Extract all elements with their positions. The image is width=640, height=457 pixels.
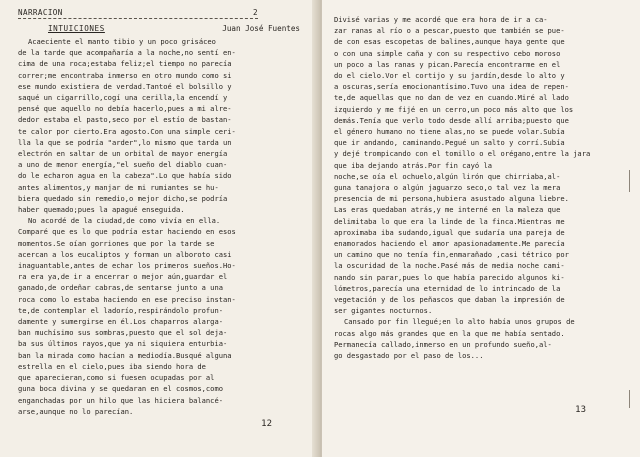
text-line: haber quemado;pues la apagué enseguida. — [18, 205, 185, 215]
text-line: enganchadas por un hilo que las hiciera balancé- — [18, 395, 223, 405]
text-line: Acaeciente el manto tibio y un poco grisáceo — [28, 37, 216, 46]
text-line: noche,se oía el ochuelo,algún lirón que chirriaba,al- — [334, 171, 561, 181]
text-line: saqué un cigarrillo,cogí una cerilla,la encendí y — [18, 93, 228, 103]
text-line: que aparecieran,como si fuesen ocupadas por al — [18, 373, 215, 383]
text-line: antes alimentos,y manjar de mi rumiantes se hu- — [18, 182, 219, 192]
text-line: te calor por cierto.Era agosto.Con una simple ceri- — [18, 126, 236, 136]
text-line: ganado,de ordeñar cabras,de sentarse junto a una — [18, 283, 223, 293]
story-title: INTUICIONES — [48, 24, 105, 33]
text-line: que ir andando, caminando.Pegué un salto y corrí.Subía — [334, 138, 565, 148]
text-line: roca como lo estaba haciendo en ese preciso instan- — [18, 294, 236, 304]
text-line: o con una simple caña y con su respectivo cebo moroso — [334, 48, 561, 58]
text-line: guna boca divina y se quedaran en el cosmos,como — [18, 384, 223, 394]
text-line: do le echaron agua en la cabeza".Lo que había sido — [18, 171, 232, 181]
text-line: ban muchísimo sus sombras,puesto que el sol deja- — [18, 328, 228, 338]
text-line: No acordé de la ciudad,de como vivía en ella. — [28, 216, 221, 226]
text-line: momentos.Se oían gorriones que por la tarde se — [18, 238, 215, 248]
text-line: a uno de menor energía,"el sueño del diablo cuan- — [18, 160, 228, 170]
text-line: y dejé trompicando con el tomillo o el orégano,entre la jara — [334, 149, 591, 159]
text-line: pensé que aquello no debía hacerlo,pues a mi alre- — [18, 104, 232, 114]
text-line: de con esas escopetas de balines,aunque haya gente que — [334, 37, 565, 47]
text-line: arse,aunque no lo parecían. — [18, 406, 134, 416]
text-line: rocas algo más grandes que en la que me había sentado. — [334, 328, 565, 338]
page-header — [18, 8, 258, 19]
text-line: Divisé varias y me acordé que era hora de ir a ca- — [334, 15, 548, 24]
section-label: NARRACION — [18, 8, 63, 17]
text-line: biera quedado sin remedio,o mejor dicho,se podría — [18, 193, 228, 203]
text-line: lla la que se podría "arder",lo mismo que tarda un — [18, 137, 232, 147]
text-line: que iba dejando atrás.Por fin cayó la — [334, 160, 493, 170]
text-line: cima de una roca;estaba feliz;el tiempo no parecía — [18, 59, 232, 69]
text-line: el género humano no tiene alas,no se puede volar.Subía — [334, 127, 565, 137]
text-line: Comparé que es lo que podría estar haciendo en esos — [18, 227, 236, 237]
page-number-left: 12 — [261, 419, 272, 429]
text-line: zar ranas al río o a pescar,puesto que también se pue- — [334, 26, 565, 36]
text-line: damente y sumergirse en él.Los chaparros alarga- — [18, 317, 223, 327]
text-line: a oscuras,sería emocionantísimo.Tuvo una idea de repen- — [334, 82, 569, 92]
title-row — [48, 24, 300, 33]
text-line: go desgastado por el paso de los... — [334, 351, 484, 361]
text-line: te,de aquellas que no dan de vez en cuando.Miré al lado — [334, 93, 569, 103]
text-line: izquierdo y me fijé en un cerro,un poco más alto que los — [334, 104, 574, 114]
text-line: do el cielo.Vor el cortijo y su jardín,desde lo alto y — [334, 71, 565, 81]
left-page — [0, 0, 318, 457]
page-number-right: 13 — [575, 405, 586, 415]
text-line: ese mundo existiera de verdad.Tantoé el bolsillo y — [18, 81, 232, 91]
text-line: ser gigantes nocturnos. — [334, 306, 433, 316]
author-name: Juan José Fuentes — [222, 24, 300, 33]
text-line: inaguantable,antes de echar los primeros sueños.Ho- — [18, 261, 236, 271]
text-line: Permanecía callado,inmerso en un profundo sueño,al- — [334, 339, 552, 349]
left-page-text — [18, 36, 312, 417]
right-page — [322, 0, 640, 457]
text-line: guna tanajora o algún jaguarzo seco,o tal vez la mera — [334, 183, 561, 193]
margin-mark — [629, 170, 630, 192]
text-line: dedor estaba el pasto,seco por el estío de bastan- — [18, 115, 232, 125]
text-line: aproximaba iba sudando,igual que sudaría una pareja de — [334, 227, 565, 237]
text-line: electrón en saltar de un orbital de mayor energía — [18, 149, 228, 159]
margin-mark-lower — [629, 390, 630, 408]
text-line: presencia de mi persona,hubiera asustado alguna liebre. — [334, 194, 569, 204]
text-line: Las eras quedaban atrás,y me interné en la maleza que — [334, 205, 561, 215]
text-line: nando sin parar,pues lo que había parecido algunos ki- — [334, 272, 565, 282]
text-line: un poco a las ranas y pican.Parecía encontrarme en el — [334, 59, 561, 69]
text-line: te,de contemplar el ladorío,respirándolo profun- — [18, 305, 223, 315]
text-line: delimitaba lo que era la linde de la finca.Mientras me — [334, 216, 565, 226]
text-line: ra era ya,de ir a encerrar o mejor aún,guardar el — [18, 272, 228, 282]
text-line: la oscuridad de la noche.Pasé más de media noche cami- — [334, 261, 565, 271]
text-line: de la tarde que acompañaría a la noche,no sentí en- — [18, 48, 236, 58]
header-page-marker: 2 — [253, 8, 258, 17]
text-line: estrella en el cielo,pues iba siendo hora de — [18, 361, 206, 371]
text-line: un camino que no tenía fin,enmarañado ,casi tétrico por — [334, 250, 569, 260]
text-line: vegetación y de los peñascos que daban la impresión de — [334, 295, 565, 305]
text-line: demás.Tenía que verlo todo desde allí arriba;puesto que — [334, 115, 569, 125]
text-line: ban la mirada como hacían a mediodía.Busqué alguna — [18, 350, 232, 360]
text-line: lómetros,parecía una eternidad de lo intrincado de la — [334, 283, 561, 293]
text-line: acercan a los eucaliptos y forman un alboroto casi — [18, 249, 232, 259]
text-line: Cansado por fin llegué;en lo alto había unos grupos de — [344, 317, 575, 327]
text-line: ba sus últimos rayos,que ya ni siquiera enturbia- — [18, 339, 228, 349]
text-line: correr;me encontraba inmerso en otro mundo como si — [18, 70, 232, 80]
text-line: enamorados haciendo el amor apasionadamente.Me parecía — [334, 239, 565, 249]
right-page-text — [334, 14, 632, 361]
